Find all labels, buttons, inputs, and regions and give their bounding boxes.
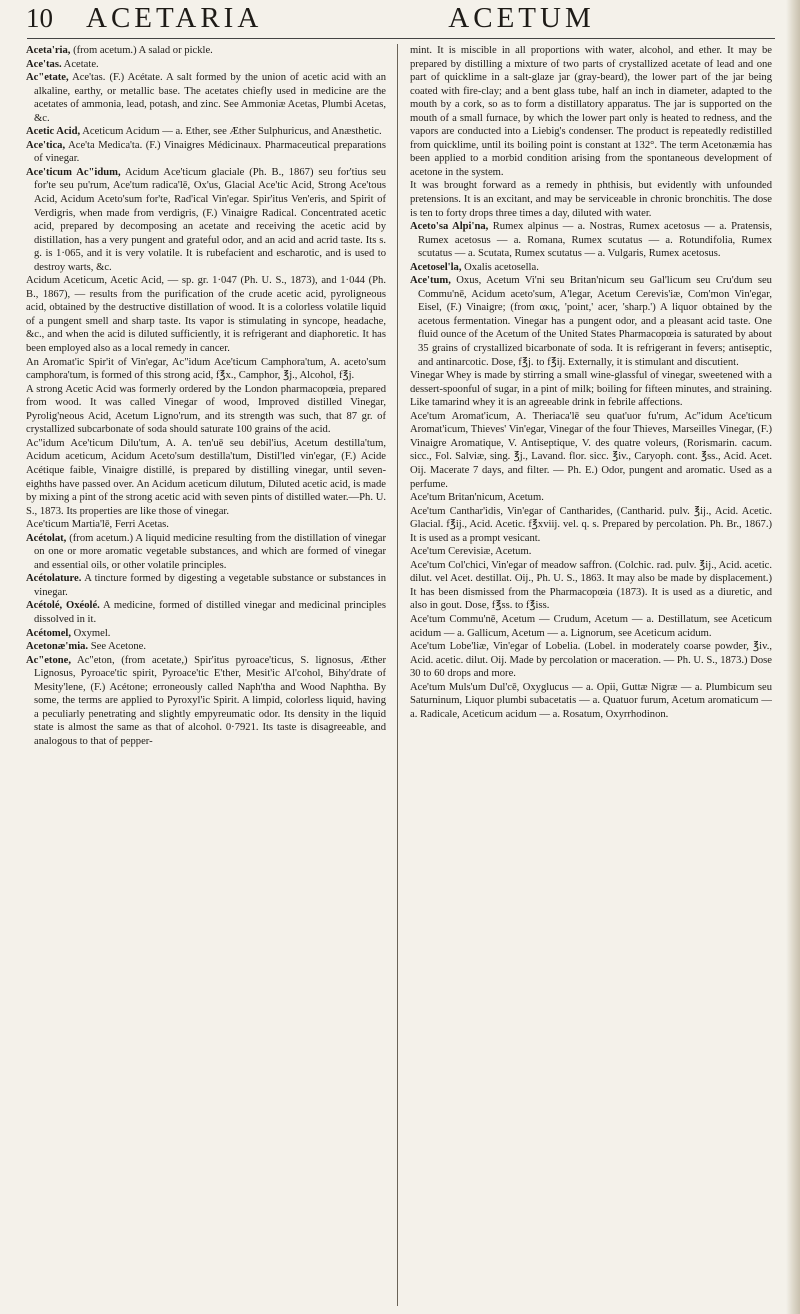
dictionary-entry [26, 44, 386, 58]
dictionary-entry [410, 369, 772, 410]
dictionary-entry [410, 274, 772, 369]
entry-headword: Acetic Acid, [26, 126, 81, 138]
entry-text: Acidum Ace'ticum glaciale (Ph. B., 1867) seu for'tius seu for'te seu pu'rum, Ace'tum radica'lē, Ox'us, Glacial Ace'tic Acid, Strong Ace'tous Acid, Acidum Aceto'sum for'te, Rad'ical Vin'egar. Spir'itus Ven'eris, and Spirit of Verdigris, when made from verdigris, (F.) Vinaigre Radical. Concentrated acetic acid, prepared by decomposing an acetate and receiving the acetic acid by distillation, has a very pungent and grateful odor, and an acid and acrid taste. Its s. g. is 1·065, and it is very volatile. It is rubefacient and escharotic, and is used to destroy warts, &c. [34, 166, 386, 273]
dictionary-entry [410, 44, 772, 179]
dictionary-entry [410, 640, 772, 681]
entry-headword: Ac"etate, [26, 72, 69, 84]
dictionary-entry [410, 545, 772, 559]
entry-text: A tincture formed by digesting a vegetable substance or substances in vinegar. [34, 573, 386, 598]
dictionary-entry [410, 681, 772, 722]
column-divider [397, 44, 398, 1306]
entry-headword: Aceto'sa Alpi'na, [410, 221, 489, 233]
entry-text: A medicine, formed of distilled vinegar and medicinal principles dissolved in it. [34, 600, 386, 625]
header-rule [27, 38, 775, 39]
entry-text: Ace'tum Col'chici, Vin'egar of meadow saffron. (Colchic. rad. pulv. ℥ij., Acid. acetic. dilut. vel Acet. destillat. Oij., Ph. U. S., 1863. It may also be made by displacement.) It has been dismissed from the Pharmacopœia (1873). It is used as a diuretic, and also in gout. Dose, f℥ss. to f℥iss. [410, 559, 772, 612]
dictionary-entry [26, 383, 386, 437]
entry-text: Aceticum Acidum — a. Ether, see Æther Sulphuricus, and Anæsthetic. [82, 126, 382, 138]
entry-text: Oxalis acetosella. [464, 261, 539, 273]
page-number: 10 [26, 3, 53, 33]
entry-text: Ace'tum Lobe'liæ, Vin'egar of Lobelia. (Lobel. in moderately coarse powder, ℥iv., Acid. acetic. dilut. Oij. Made by percolation or maceration. — Ph. U. S., 1873.) Dose 30 to 60 drops and more. [410, 641, 772, 680]
dictionary-entry [26, 627, 386, 641]
entry-text: Ace'ta Medica'ta. (F.) Vinaigres Médicinaux. Pharmaceutical preparations of vinegar. [34, 139, 386, 165]
entry-text: Ace'tum Cerevisiæ, Acetum. [410, 546, 532, 558]
entry-text: Oxus, Acetum Vi'ni seu Britan'nicum seu Gal'licum seu Cru'dum seu Commu'nē, Acidum aceto'sum, A'legar, Acetum Cerevis'iæ, Com'mon Vin'egar, Eisel, (F.) Vinaigre; (from ακις, 'point,' acer, 'sharp.') A liquor obtained by the acetous fermentation. Vinegar has a pungent odor, and a pleasant acid taste. One fluid ounce of the Acetum of the United States Pharmacopœia is saturated by about 35 grains of crystallized bicarbonate of soda. It is refrigerant in fevers; antiseptic, and antinarcotic. Dose, f℥j. to f℥ij. Externally, it is stimulant and discutient. [418, 275, 772, 368]
dictionary-entry [26, 437, 386, 518]
page-header [26, 2, 776, 36]
dictionary-entry [410, 505, 772, 546]
dictionary-entry [26, 58, 386, 72]
entry-text: Ace'tum Britan'nicum, Acetum. [410, 492, 544, 504]
entry-headword: Ace'ticum Ac"idum, [26, 166, 121, 178]
entry-text: mint. It is miscible in all proportions with water, alcohol, and ether. It may be prepared by distilling a mixture of two parts of crystallized acetate of lead and one part of quicklime in a salt-glaze jar (gray-beard), the lower part of the jar being coated with fire-clay; and a bent glass tube, half an inch in diameter, adapted to the mouth by a cork, so as to form a distillatory apparatus. The jar is supported on the mouth of a small furnace, by which the lower part only is heated to redness, and the vapors are conducted into a Liebig's condenser. The product is repeatedly redistilled from quicklime, until its boiling point is constant at 132°. The term Acetonæmia has been applied to a morbid condition arising from the spontaneous development of acetone in the system. [410, 45, 772, 178]
entry-headword: Ace'tum, [410, 275, 451, 287]
entry-text: It was brought forward as a remedy in phthisis, but evidently with unfounded pretensions. It is an excitant, and may be serviceable in chronic bronchitis. The dose is ten to forty drops three times a day, diluted with water. [410, 180, 772, 219]
dictionary-entry [26, 71, 386, 125]
entry-text: A strong Acetic Acid was formerly ordered by the London pharmacopœia, prepared from wood. It was called Vinegar of wood, Improved distilled Vinegar, Pyrolig'neous Acid, Acetum Ligno'rum, and its strength was such, that 87 gr. of crystallized subcarbonate of soda should saturate 100 grains of the acid. [26, 383, 386, 436]
dictionary-entry [26, 518, 386, 532]
entry-headword: Ace'tica, [26, 139, 66, 151]
entry-headword: Acétolat, [26, 532, 67, 544]
page-edge [786, 0, 800, 1314]
entry-text: Ace'tum Commu'nē, Acetum — Crudum, Acetum — a. Destillatum, see Aceticum acidum — a. Gallicum, Acetum — a. Lignorum, see Aceticum acidum. [410, 613, 772, 639]
dictionary-entry [26, 274, 386, 355]
entry-text: Ace'ticum Martia'lē, Ferri Acetas. [26, 519, 169, 531]
entry-headword: Acetosel'la, [410, 261, 462, 273]
right-running-head: ACETUM [448, 2, 595, 34]
entry-text: Ac"idum Ace'ticum Dilu'tum, A. A. ten'uē seu debil'ius, Acetum destilla'tum, Acidum aceticum, Acidum Aceto'sum destilla'tum, Distil'led vin'egar, (F.) Acide Acétique faible, Vinaigre distillé, is prepared by distilling vinegar, until seven-eighths have passed over. An Acidum aceticum dilutum, Diluted acetic acid, is made by mixing a pint of the strong acetic acid with seven pints of distilled water.—Ph. U. S., 1873. Its properties are like those of vinegar. [26, 437, 386, 517]
entry-text: Vinegar Whey is made by stirring a small wine-glassful of vinegar, sweetened with a dessert-spoonful of sugar, in a pint of milk; boiling for fifteen minutes, and straining. Like tamarind whey it is an agreeable drink in febrile affections. [410, 370, 772, 409]
entry-headword: Ac"etone, [26, 654, 72, 666]
right-column [410, 44, 772, 1306]
entry-text: Ace'tas. (F.) Acétate. A salt formed by the union of acetic acid with an alkaline, earthy, or metallic base. The acetates chiefly used in medicine are the acetates of ammonia, lead, potash, and zinc. See Ammoniæ Acetas, Plumbi Acetas, &c. [34, 72, 386, 124]
entry-text: Ace'tum Aromat'icum, A. Theriaca'lē seu quat'uor fu'rum, Ac"idum Ace'ticum Aromat'icum, Thieves' Vin'egar, Vinegar of the four Thieves, Marseilles Vinegar, (F.) Vinaigre Aromatique, V. Antiseptique, V. des quatre voleurs, (Rorismarin. cacum. sicc., Fol. Salviæ, sing. ℥j., Lavand. flor. sicc. ℥iv., Caryoph. cont. ℥ss., Acid. Acet. Oij. Macerate 7 days, and filter. — Ph. E.) Odor, pungent and aromatic. Used as a perfume. [410, 410, 772, 490]
entry-text: Oxymel. [73, 627, 111, 639]
dictionary-entry [410, 491, 772, 505]
dictionary-entry [26, 599, 386, 626]
entry-headword: Ace'tas. [26, 58, 62, 70]
dictionary-entry [410, 220, 772, 261]
left-column [26, 44, 386, 1306]
entry-headword: Acetonæ'mia. [26, 641, 89, 653]
entry-text: (from acetum.) A liquid medicine resulting from the distillation of vinegar on one or more aromatic vegetable substances, and which are formed of vinegar and essential oils, or other volatile principles. [34, 532, 386, 571]
dictionary-entry [410, 179, 772, 220]
entry-text: Acetate. [63, 58, 99, 70]
entry-text: Acidum Aceticum, Acetic Acid, — sp. gr. 1·047 (Ph. U. S., 1873), and 1·044 (Ph. B., 1867), — results from the purification of the crude acetic acid, pyroligneous acid, obtained by the destructive distillation of wood. It is a colorless volatile liquid of a pungent smell and sharp taste. Its vapor is stimulating in syncope, headache, &c., and when the acid is diluted sufficiently, it is refrigerant and diaphoretic. It has been employed also as a local remedy in cancer. [26, 275, 386, 355]
entry-headword: Acétolé, Oxéolé. [26, 600, 100, 612]
entry-text: See Acetone. [90, 641, 147, 653]
entry-headword: Acétomel, [26, 627, 71, 639]
dictionary-entry [410, 613, 772, 640]
dictionary-entry [26, 532, 386, 573]
entry-headword: Aceta'ria, [26, 45, 71, 56]
dictionary-entry [26, 166, 386, 274]
dictionary-entry [26, 356, 386, 383]
entry-headword: Acétolature. [26, 573, 82, 585]
dictionary-entry [410, 261, 772, 275]
dictionary-entry [26, 139, 386, 166]
entry-text: (from acetum.) A salad or pickle. [73, 45, 213, 56]
entry-text: An Aromat'ic Spir'it of Vin'egar, Ac"idum Ace'ticum Camphora'tum, A. aceto'sum camphora'tum, is formed of this strong acid, f℥x., Camphor, ℥j., Alcohol, f℥j. [26, 356, 386, 382]
entry-text: Rumex alpinus — a. Nostras, Rumex acetosus — a. Pratensis, Rumex acetosus — a. Romana, Rumex scutatus — a. Rotundifolia, Rumex scutatus — a. Scutata, Rumex scutatus — a. Vulgaris, Rumex acetosus. [418, 221, 772, 260]
dictionary-entry [26, 654, 386, 749]
entry-text: Ace'tum Muls'um Dul'cē, Oxyglucus — a. Opii, Guttæ Nigræ — a. Plumbicum seu Saturninum, Liquor plumbi subacetatis — a. Quatuor furum, Acetum aromaticum — a. Radicale, Aceticum acidum — a. Rosatum, Oxyrrhodinon. [410, 681, 772, 720]
dictionary-entry [26, 640, 386, 654]
dictionary-entry [26, 572, 386, 599]
dictionary-entry [410, 410, 772, 491]
dictionary-entry [410, 559, 772, 613]
left-running-head: ACETARIA [86, 2, 263, 34]
entry-text: Ace'tum Canthar'idis, Vin'egar of Cantharides, (Cantharid. pulv. ℥ij., Acid. Acetic. Glacial. f℥ij., Acid. Acetic. f℥xviij. vel. q. s. Prepared by percolation. Ph. Br., 1867.) It is used as a prompt vesicant. [410, 505, 772, 544]
entry-text: Ac"eton, (from acetate,) Spir'itus pyroace'ticus, S. lignosus, Æther Lignosus, Pyroace'tic spirit, Pyroace'tic E'ther, Mesit'ic Al'cohol, Bihy'drate of Mesity'lene, (F.) Acétone; erroneously called Naph'tha and Wood Naphtha. By some, the terms are applied to Pyroxyl'ic Spirit. A limpid, colorless liquid, having a peculiarly penetrating and slightly empyreumatic odor. Its density in the liquid state is almost the same as that of alcohol. 0·7921. Its taste is disagreeable, and analogous to that of pepper- [34, 654, 386, 747]
dictionary-entry [26, 125, 386, 139]
